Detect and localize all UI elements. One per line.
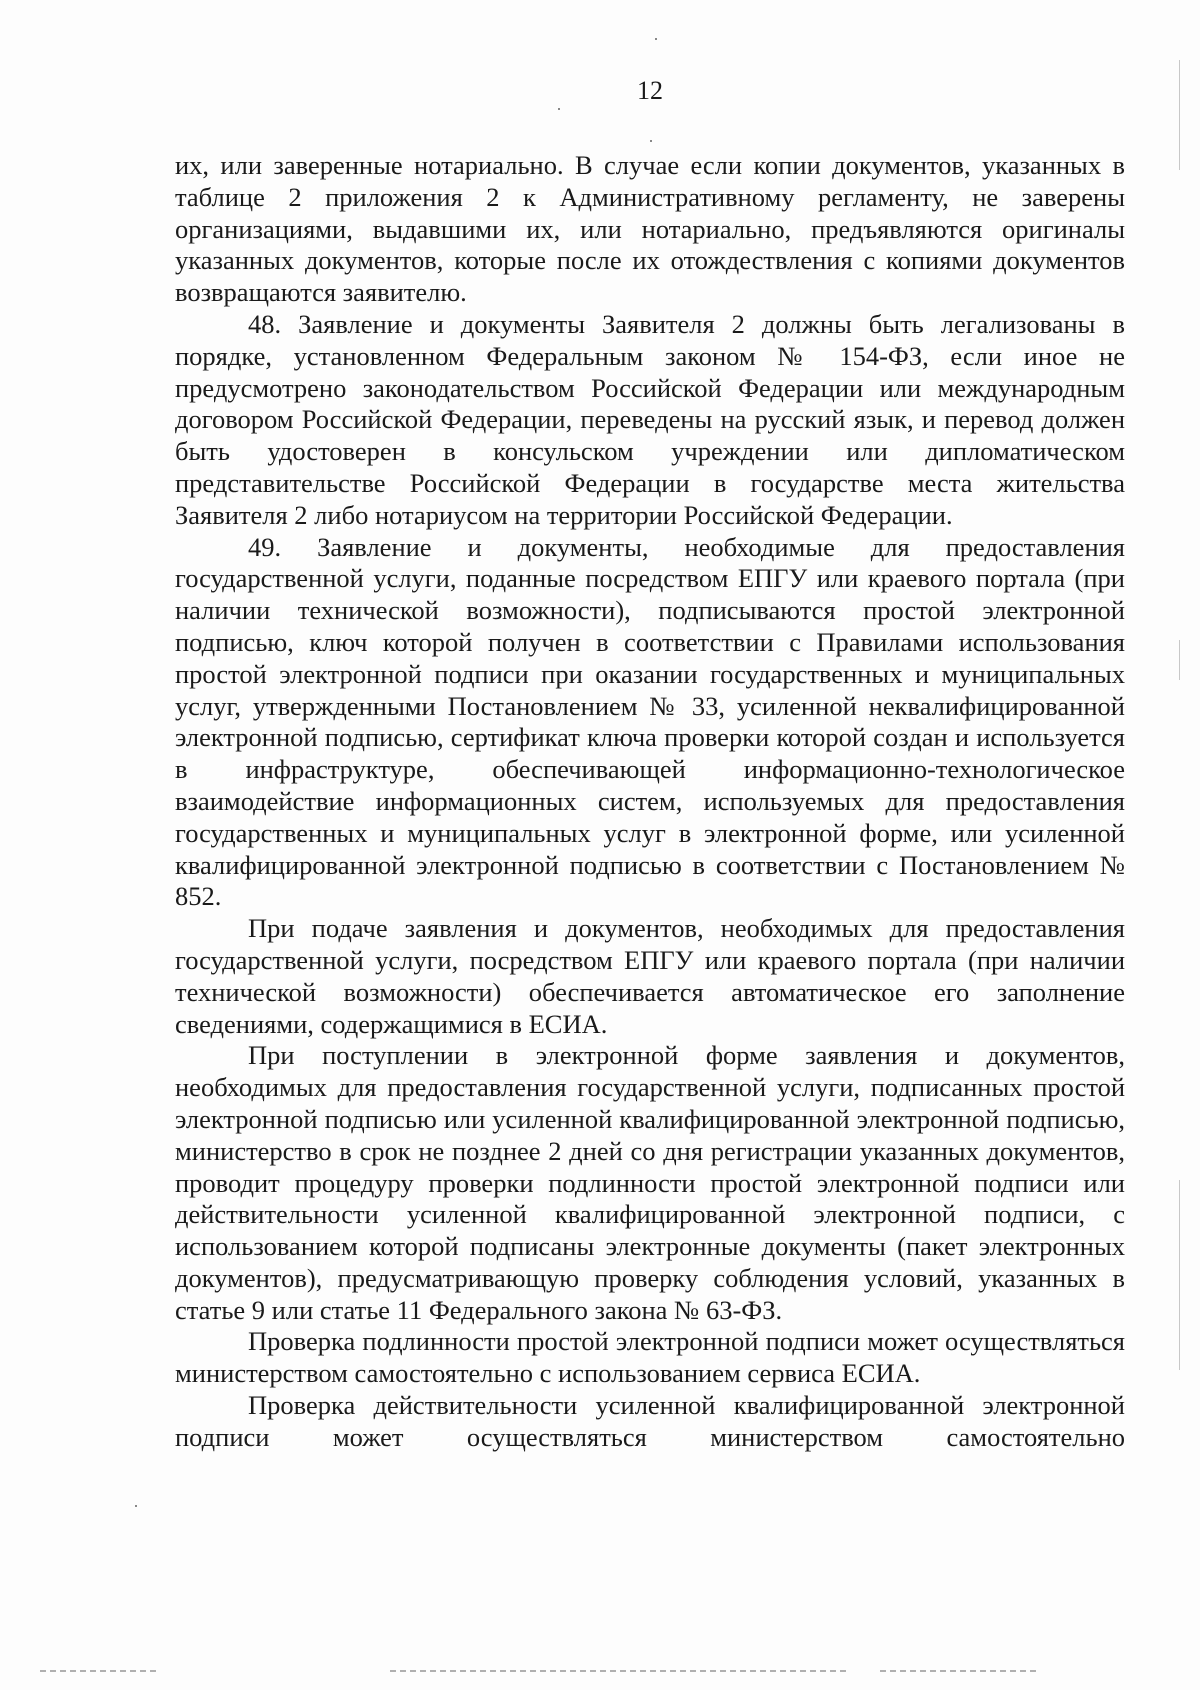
paragraph-simple-signature-check: Проверка подлинности простой электронной подписи может осуществляться министерством самостоятельно с использованием сервиса ЕСИА. — [175, 1326, 1125, 1389]
scan-speck — [650, 140, 652, 142]
paragraph-continuation: их, или заверенные нотариально. В случае если копии документов, указанных в таблице 2 приложения 2 к Административному регламенту, не заверены организациями, выдавшими их, или нотариально, предъявляются оригиналы указанных документов, которые после их отождествления с копиями документов возвращаются заявителю. — [175, 150, 1125, 308]
scan-speck — [655, 38, 657, 40]
scan-bottom-artifact — [880, 1670, 1040, 1672]
body-text — [175, 150, 1125, 1454]
paragraph-qualified-signature-check: Проверка действительности усиленной квалифицированной электронной подписи может осуществляться министерством самостоятельно — [175, 1390, 1125, 1452]
page-number: 12 — [637, 76, 663, 105]
paragraph-receipt: При поступлении в электронной форме заявления и документов, необходимых для предоставления государственной услуги, подписанных простой электронной подписью или усиленной квалифицированной электронной подписью, министерство в срок не позднее 2 дней со дня регистрации указанных документов, проводит процедуру проверки подлинности простой электронной подписи или действительности усиленной квалифицированной электронной подписи, с использованием которой подписаны электронные документы (пакет электронных документов), предусматривающую проверку соблюдения условий, указанных в статье 9 или статье 11 Федерального закона № 63-ФЗ. — [175, 1040, 1125, 1325]
scan-bottom-artifact — [40, 1670, 160, 1672]
scan-edge-mark — [1179, 1180, 1180, 1370]
paragraph-filing: При подаче заявления и документов, необходимых для предоставления государственной услуги, посредством ЕПГУ или краевого портала (при наличии технической возможности) обеспечивается автоматическое его заполнение сведениями, содержащимися в ЕСИА. — [175, 913, 1125, 1039]
scan-speck — [135, 1505, 137, 1507]
scan-speck — [558, 108, 560, 110]
paragraph-48: 48. Заявление и документы Заявителя 2 должны быть легализованы в порядке, установленном Федеральным законом № 154-ФЗ, если иное не предусмотрено законодательством Российской Федерации или международным договором Российской Федерации, переведены на русский язык, и перевод должен быть удостоверен в консульском учреждении или дипломатическом представительстве Российской Федерации в государстве места жительства Заявителя 2 либо нотариусом на территории Российской Федерации. — [175, 308, 1125, 530]
scan-bottom-artifact — [390, 1670, 850, 1672]
paragraph-49: 49. Заявление и документы, необходимые для предоставления государственной услуги, поданные посредством ЕПГУ или краевого портала (при наличии технической возможности), подписываются простой электронной подписью, ключ которой получен в соответствии с Правилами использования простой электронной подписи при оказании государственных и муниципальных услуг, утвержденными Постановлением № 33, усиленной неквалифицированной электронной подписью, сертификат ключа проверки которой создан и используется в инфраструктуре, обеспечивающей информационно-технологическое взаимодействие информационных систем, используемых для предоставления государственных и муниципальных услуг в электронной форме, или усиленной квалифицированной электронной подписью в соответствии с Постановлением № 852. — [175, 531, 1125, 912]
scan-edge-mark — [1179, 640, 1180, 680]
scan-edge-mark — [1179, 60, 1180, 170]
